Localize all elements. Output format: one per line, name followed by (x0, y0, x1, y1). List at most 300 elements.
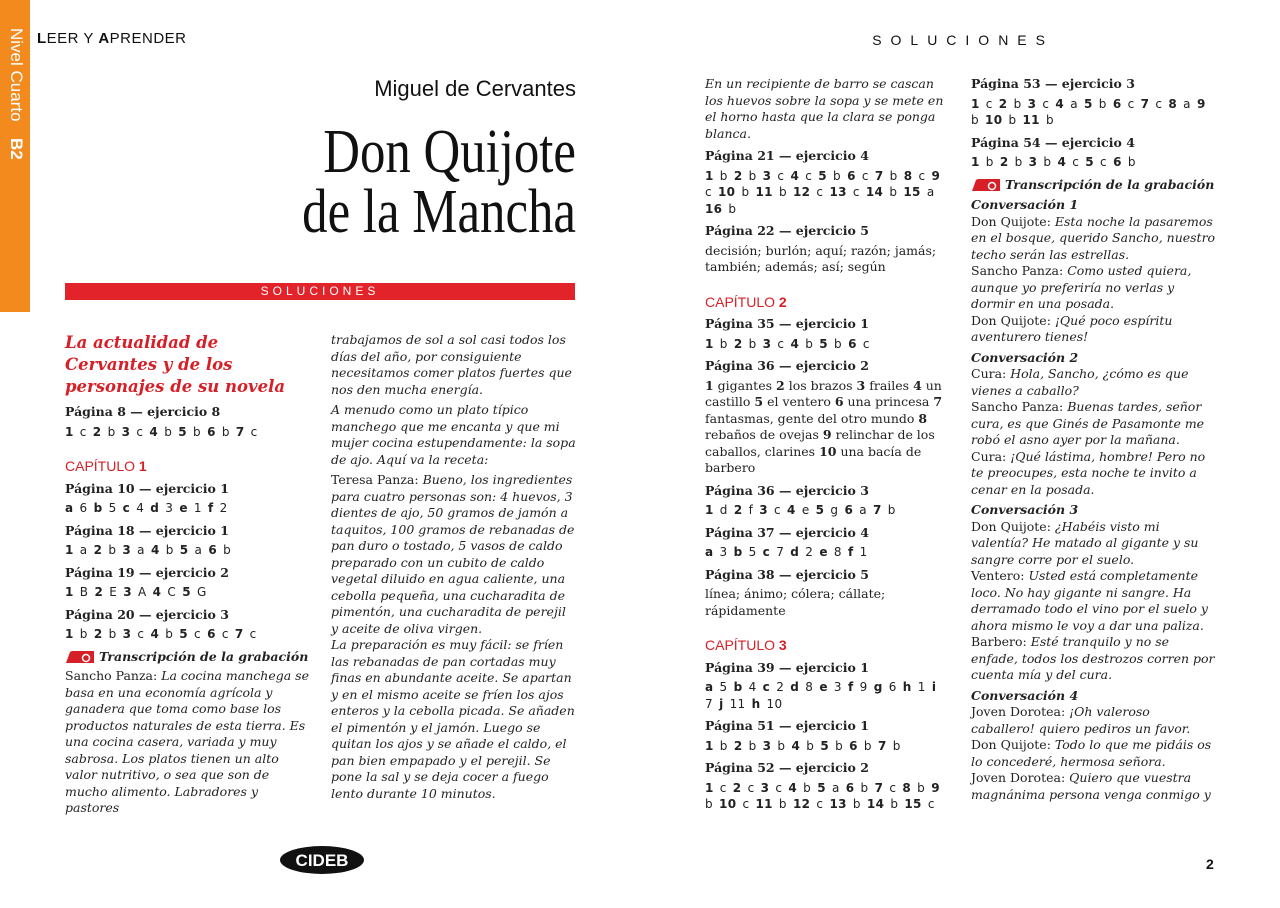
answer-item (705, 739, 728, 753)
answer-key: c (762, 680, 771, 694)
answer-list (705, 378, 950, 477)
speaker: Joven Dorotea: (971, 770, 1070, 785)
answer-item (94, 501, 117, 515)
answer-item (848, 337, 870, 351)
answer-item (759, 503, 781, 517)
answer-key: 9 (931, 780, 940, 795)
answer-item (875, 169, 898, 183)
answer-value: b (1037, 155, 1052, 169)
section-title: La actualidad de Cervantes y de los personajes de su novela (65, 333, 286, 396)
answer-key: b (733, 545, 743, 559)
column-4 (971, 76, 1216, 803)
answer-key: 4 (790, 168, 800, 183)
answer-key: 5 (817, 780, 826, 795)
answer-value: b (1092, 96, 1107, 111)
speech: Quiero que vuestra magnánima persona venga conmigo y (971, 770, 1211, 802)
answer-key: f (848, 680, 854, 694)
answer-key: 3 (1027, 96, 1037, 111)
answer-value: c (912, 168, 926, 183)
answer-item (791, 739, 814, 753)
answer-item (902, 781, 925, 795)
answer-value: 2 (770, 680, 785, 694)
answer-list (705, 336, 950, 353)
answer-key: 3 (121, 424, 131, 439)
speaker: Sancho Panza: (971, 263, 1068, 278)
answer-value: c (855, 168, 869, 183)
answer-value: una bacía de barbero (705, 443, 922, 475)
answer-key: b (93, 501, 103, 515)
series-word-2: PRENDER (109, 30, 187, 47)
answer-value: b (713, 168, 728, 183)
exercise-heading: Página 53 — ejercicio 3 (971, 76, 1135, 91)
answer-list (705, 780, 950, 813)
answer-value: relinchar de los caballos, clarines (705, 427, 935, 459)
answer-key: 4 (149, 424, 159, 439)
answer-value: c (1093, 155, 1107, 169)
answer-key: 5 (1085, 155, 1094, 169)
answer-item (65, 585, 88, 599)
answer-value: b (883, 185, 898, 199)
answer-value: a (73, 543, 88, 557)
answer-key: 1 (705, 377, 714, 393)
answer-list (971, 154, 1216, 171)
paragraph: En un recipiente de barro se cascan los huevos sobre la sopa y se mete en el horno hasta que la clara se ponga blanca. (705, 76, 944, 141)
transcription-label: Transcripción de la grabación (99, 648, 309, 664)
answer-item (65, 425, 87, 439)
answer-item (985, 113, 1016, 127)
transcription-heading (65, 649, 310, 666)
exercise-heading: Página 37 — ejercicio 4 (705, 524, 869, 540)
speech: Buenas tardes, señor cura, es que Ginés de Pasamonte me robó el asno ayer por la mañana. (971, 399, 1205, 447)
answer-value: c (883, 780, 897, 795)
answer-value: b (159, 543, 174, 557)
answer-key: 2 (776, 377, 785, 393)
answer-key: 14 (866, 797, 885, 811)
answer-key: i (931, 680, 937, 694)
answer-value: b (846, 797, 861, 811)
answer-item (787, 503, 809, 517)
answer-value: b (742, 738, 757, 753)
exercise-heading: Página 39 — ejercicio 1 (705, 659, 869, 675)
answer-key: 3 (762, 738, 772, 753)
answer-key: 6 (844, 503, 854, 517)
answer-item (719, 797, 749, 811)
answer-key: 2 (733, 738, 743, 753)
answer-value: c (1149, 96, 1163, 111)
answer-value: b (1008, 155, 1023, 169)
conversation-title: Conversación 4 (971, 687, 1079, 703)
speech: Usted está completamente loco. No hay gigante ni sangre. Ha derramado todo el vino por el suelo y ahora mismo le voy a dar una paliza. (971, 568, 1208, 633)
answer-item (122, 543, 144, 557)
answer-key: 7 (1140, 96, 1150, 111)
chapter-number: 1 (138, 458, 147, 474)
chapter-number: 2 (778, 293, 787, 310)
answer-item (705, 378, 772, 393)
answer-value: c (215, 627, 229, 641)
speaker: Cura: (971, 366, 1011, 381)
answer-key: 12 (793, 185, 811, 199)
speech: Todo lo que me pidáis os lo concederé, hermosa señora. (971, 737, 1212, 769)
answer-key: 5 (179, 627, 188, 641)
answer-value: 3 (713, 545, 728, 559)
speaker: Joven Dorotea: (971, 704, 1070, 719)
answer-item (763, 545, 784, 559)
dialogue-line (971, 263, 1216, 313)
answer-item (182, 585, 206, 599)
answer-item (719, 697, 745, 711)
answer-key: 8 (903, 168, 913, 183)
transcription-heading (971, 177, 1216, 194)
solutions-band: SOLUCIONES (65, 283, 575, 300)
answer-value: a (920, 185, 935, 199)
answer-key: e (179, 501, 188, 515)
answer-value: c (810, 797, 824, 811)
answer-value: b (799, 336, 814, 351)
answer-key: 1 (65, 543, 74, 557)
answer-value: b (102, 627, 117, 641)
series-initial-l: L (37, 30, 47, 47)
answer-value: una princesa (843, 394, 930, 409)
answer-key: 6 (848, 336, 857, 351)
answer-value: c (713, 780, 727, 795)
answer-item (1084, 97, 1107, 111)
answer-value: 5 (713, 680, 728, 694)
dialogue-line (971, 770, 1216, 803)
answer-key: 1 (65, 627, 74, 641)
conversation-list (971, 197, 1216, 803)
answer-key: 15 (904, 797, 922, 811)
answer-value: c (921, 797, 935, 811)
answer-value: b (826, 168, 841, 183)
answer-value: b (705, 797, 713, 811)
answer-key: 1 (65, 424, 74, 439)
answer-key: 7 (877, 738, 887, 753)
answer-item (971, 155, 994, 169)
answer-value: b (772, 797, 787, 811)
answer-key: 1 (971, 155, 980, 169)
answer-key: 11 (1022, 113, 1040, 127)
answer-key: 2 (733, 168, 743, 183)
answer-item (65, 543, 87, 557)
answer-key: 14 (865, 185, 884, 199)
dialogue-line (971, 519, 1216, 569)
speech: Como usted quiera, aunque yo preferiría no verlas y dormir en una posada. (971, 263, 1192, 311)
speech: ¡Qué poco espíritu aventurero tienes! (971, 312, 1173, 344)
answer-value: b (713, 336, 728, 351)
answer-key: 5 (815, 503, 825, 517)
column-3 (705, 76, 950, 813)
answer-list (971, 96, 1216, 129)
speaker: Don Quijote: (971, 737, 1055, 752)
answer-value: b (771, 738, 786, 753)
answer-item (94, 627, 117, 641)
answer-key: 4 (1057, 155, 1067, 169)
book-title (268, 118, 576, 246)
answer-item (875, 781, 897, 795)
chapter-heading (705, 637, 950, 654)
answer-value: c (244, 424, 258, 439)
answer-item (819, 680, 842, 694)
paragraph: trabajamos de sol a sol casi todos los días del año, por consiguiente necesitamos comer platos fuertes que nos den mucha energía. (331, 332, 572, 397)
title-line-1: Don Quijote (323, 118, 576, 186)
chapter-label: CAPÍTULO (65, 458, 139, 474)
answer-item (844, 503, 866, 517)
answer-value: b (772, 185, 787, 199)
answer-value: b (828, 738, 844, 753)
answer-key: 1 (65, 585, 74, 599)
answer-item (971, 97, 993, 111)
answer-value: c (1121, 96, 1135, 111)
dialogue-line (971, 634, 1216, 684)
answer-key: 15 (903, 185, 921, 199)
answer-text: línea; ánimo; cólera; cállate; rápidamente (705, 586, 886, 618)
answer-key: 6 (207, 424, 216, 439)
answer-item (123, 585, 146, 599)
answer-value: b (742, 168, 757, 183)
speech: ¡Oh valeroso caballero! quiero pediros un favor. (971, 704, 1191, 736)
exercise-heading: Página 20 — ejercicio 3 (65, 606, 229, 622)
answer-key: 8 (902, 780, 912, 795)
cideb-logo (279, 845, 365, 875)
answer-value: a (825, 780, 840, 795)
answer-value: b (742, 336, 757, 351)
answer-key: f (208, 501, 214, 515)
answer-item (817, 781, 839, 795)
answer-key: 5 (819, 336, 828, 351)
answer-value: b (797, 780, 812, 795)
chapter-heading (705, 294, 950, 311)
answer-value: b (911, 780, 926, 795)
answer-list (705, 544, 950, 561)
answer-item (819, 545, 842, 559)
answer-item (236, 425, 258, 439)
answer-value: c (741, 780, 755, 795)
series-title (37, 30, 187, 47)
answer-key: e (819, 680, 828, 694)
answer-item (705, 545, 727, 559)
answer-value: 8 (827, 545, 842, 559)
answer-value: a (188, 543, 203, 557)
conversation-title: Conversación 3 (971, 502, 1079, 517)
answer-item (123, 627, 145, 641)
answer-key: 6 (1112, 96, 1122, 111)
answer-item (848, 545, 868, 559)
answer-key: a (65, 501, 74, 515)
conversation-title: Conversación 2 (971, 349, 1079, 365)
answer-value: b (881, 503, 896, 517)
answer-key: 9 (822, 427, 832, 442)
answer-value: b (854, 780, 869, 795)
answer-key: 6 (847, 168, 856, 183)
answer-value: c (1066, 155, 1080, 169)
answer-item (208, 543, 231, 557)
answer-key: 11 (755, 797, 773, 811)
answer-value: G (190, 585, 207, 599)
speaker: Ventero: (971, 568, 1029, 583)
answer-value: B (73, 585, 89, 599)
answer-key: 1 (705, 738, 714, 753)
answer-key: 7 (874, 168, 884, 183)
answer-value: b (1007, 96, 1022, 111)
answer-value: c (856, 336, 870, 351)
answer-value: c (979, 96, 993, 111)
answer-value: 4 (130, 501, 145, 515)
answer-value: 11 (723, 696, 746, 711)
running-head: SOLUCIONES (872, 32, 1054, 48)
author: Miguel de Cervantes (374, 76, 576, 101)
answer-text: decisión; burlón; aquí; razón; jamás; también; además; así; según (705, 242, 937, 274)
answer-value: c (705, 185, 712, 199)
answer-key: 7 (235, 424, 245, 439)
answer-item (1113, 97, 1135, 111)
answer-key: 7 (234, 627, 244, 641)
answer-item (763, 680, 784, 694)
exercise-heading: Página 52 — ejercicio 2 (705, 760, 869, 775)
dialogue-line (971, 449, 1216, 499)
answer-value: c (1036, 96, 1050, 111)
page-number: 2 (1206, 856, 1214, 872)
answer-value: C (161, 585, 177, 599)
speech: Esté tranquilo y no se enfade, todos los destrozos corren por cuenta mía y del cura. (971, 634, 1215, 682)
answer-item (790, 680, 813, 694)
answer-list (705, 679, 950, 712)
answer-value: b (1121, 155, 1136, 169)
column-2 (331, 332, 576, 806)
answer-item (846, 781, 869, 795)
speaker: Sancho Panza: (971, 399, 1068, 414)
answer-item (151, 543, 174, 557)
answer-key: 3 (759, 503, 768, 517)
answer-item (149, 425, 172, 439)
answer-value: 1 (187, 501, 202, 515)
answer-key: 11 (755, 185, 773, 199)
exercise-heading: Página 21 — ejercicio 4 (705, 148, 869, 163)
audio-cd-icon (971, 178, 1001, 192)
answer-value: e (795, 503, 810, 517)
answer-value: 6 (882, 680, 897, 694)
answer-item (1023, 113, 1054, 127)
paragraph (331, 472, 576, 637)
answer-item (849, 739, 872, 753)
speech: ¡Qué lástima, hombre! Pero no te preocupes, esta noche te invito a cenar en la posada. (971, 448, 1206, 497)
answer-key: 9 (931, 168, 941, 183)
answer-value: c (736, 797, 750, 811)
answer-item (94, 585, 117, 599)
dialogue-line (971, 704, 1216, 737)
answer-item (734, 545, 757, 559)
answer-key: 7 (873, 503, 882, 517)
answer-item (94, 543, 117, 557)
answer-value: A (131, 585, 147, 599)
answer-value: c (810, 185, 824, 199)
answer-item (763, 337, 785, 351)
answer-item (820, 739, 843, 753)
answer-key: 2 (93, 543, 103, 557)
answer-value: c (771, 336, 785, 351)
answer-item (207, 627, 229, 641)
answer-value: b (857, 738, 872, 753)
answer-key: a (705, 545, 714, 559)
publisher-name: CIDEB (295, 851, 349, 870)
answer-item (829, 185, 859, 199)
answer-key: 3 (122, 543, 132, 557)
answer-value: b (101, 424, 116, 439)
answer-value: c (130, 424, 144, 439)
answer-item (790, 545, 813, 559)
speech: Hola, Sancho, ¿cómo es que vienes a caballo? (971, 366, 1189, 398)
answer-item (752, 697, 783, 711)
answer-key: 6 (208, 543, 217, 557)
answer-item (178, 425, 201, 439)
answer-key: 1 (705, 503, 714, 517)
answer-value: b (971, 113, 979, 127)
answer-key: 2 (999, 155, 1009, 169)
level-name: Nivel Cuarto (7, 28, 26, 122)
answer-key: 4 (913, 377, 922, 393)
answer-key: 12 (792, 797, 811, 811)
answer-value: b (800, 738, 815, 753)
answer-key: c (122, 501, 131, 515)
answer-item (1057, 155, 1079, 169)
answer-key: 3 (760, 780, 770, 795)
answer-value: 2 (213, 501, 228, 515)
answer-key: 6 (849, 738, 858, 753)
answer-item (793, 185, 823, 199)
answer-key: 5 (818, 168, 827, 183)
answer-value: 4 (742, 680, 757, 694)
answer-value: 10 (760, 696, 783, 711)
answer-value: b (186, 424, 201, 439)
answer-value: gigantes (713, 377, 773, 393)
answer-value: 5 (102, 501, 117, 515)
level-tab (0, 0, 30, 312)
answer-key: 1 (705, 336, 714, 351)
dialogue-line (971, 313, 1216, 346)
answer-item (857, 378, 910, 393)
answer-key: 5 (182, 585, 191, 599)
exercise-heading: Página 35 — ejercicio 1 (705, 316, 869, 331)
answer-item (1029, 155, 1052, 169)
answer-key: 3 (762, 168, 772, 183)
answer-key: 7 (933, 394, 943, 409)
speaker: Sancho Panza: (65, 668, 162, 683)
answer-item (818, 169, 841, 183)
answer-item (904, 169, 926, 183)
answer-item (763, 169, 785, 183)
answer-value: b (884, 797, 899, 811)
answer-item (999, 97, 1022, 111)
answer-item (179, 627, 201, 641)
answer-item (816, 503, 839, 517)
answer-item (790, 169, 812, 183)
answer-value: f (742, 503, 754, 517)
answer-list (705, 738, 950, 755)
exercise-heading: Página 36 — ejercicio 2 (705, 358, 869, 373)
answer-key: e (819, 545, 828, 559)
answer-list (65, 424, 310, 441)
answer-item (734, 680, 757, 694)
answer-value: b (827, 336, 842, 351)
answer-value: frailes (865, 377, 910, 393)
title-line-2: de la Mancha (302, 178, 576, 246)
answer-item (705, 781, 727, 795)
answer-item (153, 585, 176, 599)
answer-key: 1 (705, 168, 714, 183)
answer-item (1000, 155, 1023, 169)
speaker: Don Quijote: (971, 213, 1055, 229)
level-label (6, 28, 26, 160)
answer-item (718, 185, 749, 199)
